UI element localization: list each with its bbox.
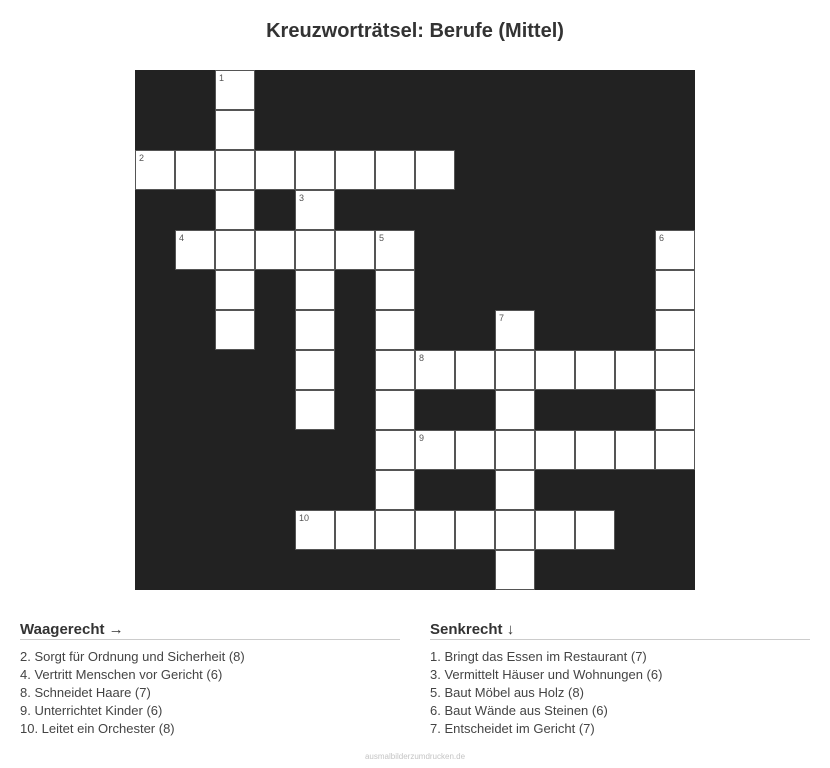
clue-number: 2 xyxy=(139,153,145,163)
crossword-cell[interactable] xyxy=(255,150,295,190)
crossword-cell[interactable] xyxy=(215,310,255,350)
crossword-cell[interactable] xyxy=(335,510,375,550)
across-clue: 4. Vertritt Menschen vor Gericht (6) xyxy=(20,667,223,682)
crossword-cell[interactable] xyxy=(495,470,535,510)
crossword-cell[interactable] xyxy=(175,150,215,190)
crossword-cell[interactable] xyxy=(495,550,535,590)
crossword-cell[interactable] xyxy=(575,510,615,550)
crossword-cell[interactable] xyxy=(615,350,655,390)
crossword-cell[interactable] xyxy=(295,510,335,550)
crossword-cell[interactable] xyxy=(615,430,655,470)
down-clue: 3. Vermittelt Häuser und Wohnungen (6) xyxy=(430,667,663,682)
crossword-cell[interactable] xyxy=(415,150,455,190)
crossword-cell[interactable] xyxy=(415,350,455,390)
clue-number: 9 xyxy=(419,433,425,443)
crossword-cell[interactable] xyxy=(335,230,375,270)
down-clue: 5. Baut Möbel aus Holz (8) xyxy=(430,685,584,700)
crossword-cell[interactable] xyxy=(535,350,575,390)
crossword-cell[interactable] xyxy=(295,310,335,350)
crossword-cell[interactable] xyxy=(655,430,695,470)
crossword-cell[interactable] xyxy=(295,150,335,190)
crossword-cell[interactable] xyxy=(655,350,695,390)
crossword-cell[interactable] xyxy=(415,510,455,550)
crossword-cell[interactable] xyxy=(295,190,335,230)
crossword-cell[interactable] xyxy=(575,430,615,470)
crossword-cell[interactable] xyxy=(575,350,615,390)
crossword-cell[interactable] xyxy=(655,310,695,350)
crossword-grid xyxy=(135,70,695,590)
crossword-cell[interactable] xyxy=(375,390,415,430)
down-heading-label: Senkrecht xyxy=(430,621,503,638)
crossword-cell[interactable] xyxy=(455,510,495,550)
crossword-cell[interactable] xyxy=(495,310,535,350)
across-clue: 10. Leitet ein Orchester (8) xyxy=(20,721,175,736)
clue-number: 1 xyxy=(219,73,225,83)
crossword-cell[interactable] xyxy=(375,510,415,550)
arrow-right-icon: → xyxy=(108,621,124,638)
crossword-cell[interactable] xyxy=(375,350,415,390)
crossword-cell[interactable] xyxy=(295,230,335,270)
crossword-cell[interactable] xyxy=(375,430,415,470)
crossword-cell[interactable] xyxy=(215,230,255,270)
crossword-cell[interactable] xyxy=(375,470,415,510)
down-clue: 1. Bringt das Essen im Restaurant (7) xyxy=(430,649,647,664)
crossword-cell[interactable] xyxy=(655,390,695,430)
across-clue: 2. Sorgt für Ordnung und Sicherheit (8) xyxy=(20,649,245,664)
clue-number: 7 xyxy=(499,313,505,323)
crossword-cell[interactable] xyxy=(215,190,255,230)
crossword-cell[interactable] xyxy=(215,70,255,110)
crossword-cell[interactable] xyxy=(495,390,535,430)
crossword-cell[interactable] xyxy=(135,150,175,190)
clue-number: 8 xyxy=(419,353,425,363)
page-title: Kreuzworträtsel: Berufe (Mittel) xyxy=(266,20,564,42)
crossword-cell[interactable] xyxy=(415,430,455,470)
crossword-cell[interactable] xyxy=(255,230,295,270)
crossword-cell[interactable] xyxy=(215,270,255,310)
clue-number: 6 xyxy=(659,233,665,243)
clue-number: 5 xyxy=(379,233,385,243)
crossword-cell[interactable] xyxy=(495,350,535,390)
crossword-cell[interactable] xyxy=(375,270,415,310)
down-clues-section xyxy=(430,621,810,738)
clue-number: 4 xyxy=(179,233,185,243)
crossword-cell[interactable] xyxy=(655,230,695,270)
crossword-cell[interactable] xyxy=(215,150,255,190)
crossword-cell[interactable] xyxy=(655,270,695,310)
crossword-cell[interactable] xyxy=(495,510,535,550)
crossword-cell[interactable] xyxy=(295,270,335,310)
down-clue: 6. Baut Wände aus Steinen (6) xyxy=(430,703,608,718)
across-clues-section xyxy=(20,621,400,738)
crossword-cell[interactable] xyxy=(495,430,535,470)
across-heading xyxy=(20,621,400,640)
crossword-cell[interactable] xyxy=(375,150,415,190)
crossword-cell[interactable] xyxy=(535,510,575,550)
crossword-cell[interactable] xyxy=(535,430,575,470)
crossword-cell[interactable] xyxy=(455,350,495,390)
down-clue-list xyxy=(430,648,810,738)
crossword-cell[interactable] xyxy=(215,110,255,150)
clue-number: 3 xyxy=(299,193,305,203)
across-clue-list xyxy=(20,648,400,738)
down-clue: 7. Entscheidet im Gericht (7) xyxy=(430,721,595,736)
across-clue: 8. Schneidet Haare (7) xyxy=(20,685,151,700)
crossword-cell[interactable] xyxy=(175,230,215,270)
crossword-cell[interactable] xyxy=(295,350,335,390)
crossword-cell[interactable] xyxy=(335,150,375,190)
down-heading xyxy=(430,621,810,640)
crossword-cell[interactable] xyxy=(375,310,415,350)
crossword-cell[interactable] xyxy=(455,430,495,470)
crossword-cell[interactable] xyxy=(375,230,415,270)
across-clue: 9. Unterrichtet Kinder (6) xyxy=(20,703,163,718)
crossword-cell[interactable] xyxy=(295,390,335,430)
footer-watermark: ausmalbilderzumdrucken.de xyxy=(364,752,466,761)
clue-number: 10 xyxy=(299,513,310,523)
across-heading-label: Waagerecht xyxy=(20,621,105,638)
arrow-down-icon: ↓ xyxy=(506,621,515,638)
